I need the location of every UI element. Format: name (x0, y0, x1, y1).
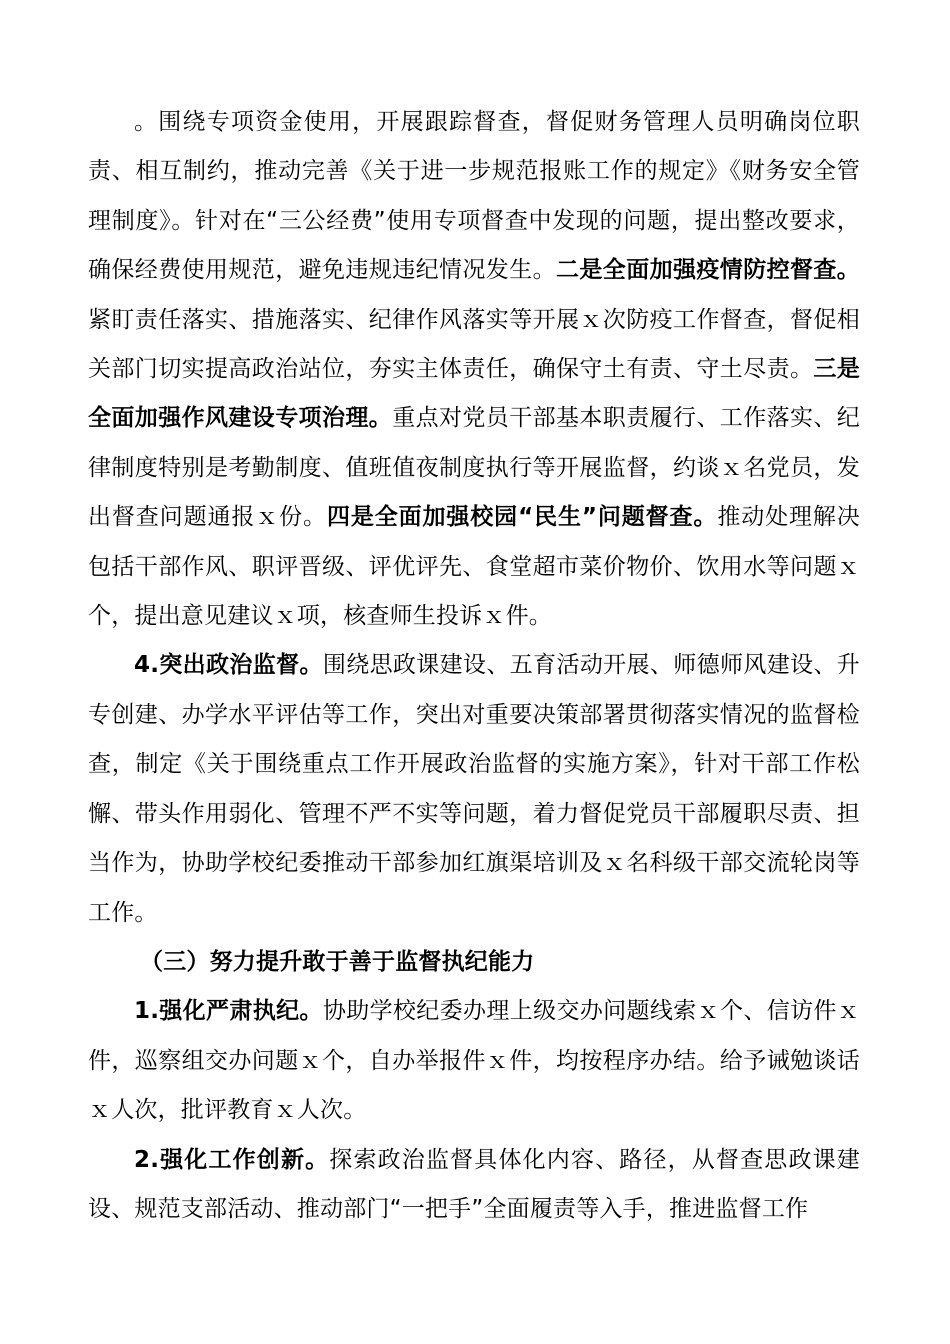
paragraph-supervision-checks (88, 98, 860, 641)
bold-lead-work-style: 三是全面加强作风建设专项治理。 (88, 356, 861, 432)
section-heading: （三）努力提升敢于善于监督执纪能力 (140, 948, 535, 975)
bold-lead-campus-livelihood: 四是全面加强校园“民生”问题督查。 (326, 504, 718, 531)
bold-lead-political-supervision: 4.突出政治监督。 (134, 652, 323, 679)
document-body (88, 98, 860, 1234)
paragraph-text: 探索政治监督具体化内容、路径，从督查思政课建设、规范支部活动、推动部门“一把手”全面履责等入手，推进监督工作 (88, 1146, 860, 1222)
paragraph-text: 围绕思政课建设、五育活动开展、师德师风建设、升专创建、办学水平评估等工作，突出对重要决策部署贯彻落实情况的监督检查，制定《关于围绕重点工作开展政治监督的实施方案》，针对干部工作松懈、带头作用弱化、管理不严不实等问题，着力督促党员干部履职尽责、担当作为，协助学校纪委推动干部参加红旗渠培训及ｘ名科级干部交流轮岗等工作。 (88, 652, 860, 926)
paragraph-text: 重点对党员干部基本职责履行、工作落实、纪律制度特别是考勤制度、值班值夜制度执行等开展监督，约谈ｘ名党员，发出督查问题通报ｘ份。 (88, 405, 860, 531)
paragraph-text: 推动处理解决包括干部作风、职评晋级、评优评先、食堂超市菜价物价、饮用水等问题ｘ个，提出意见建议ｘ项，核查师生投诉ｘ件。 (88, 504, 861, 630)
bold-lead-strict-discipline: 1.强化严肃执纪。 (134, 998, 323, 1025)
bold-lead-epidemic: 二是全面加强疫情防控督查。 (556, 257, 860, 284)
paragraph-text: 。围绕专项资金使用，开展跟踪督查，督促财务管理人员明确岗位职责、相互制约，推动完善《关于进一步规范报账工作的规定》《财务安全管理制度》。针对在“三公经费”使用专项督查中发现的问题，提出整改要求，确保经费使用规范，避免违规违纪情况发生。 (88, 109, 860, 284)
paragraph-political-supervision (88, 641, 860, 937)
paragraph-text: 紧盯责任落实、措施落实、纪律作风落实等开展ｘ次防疫工作督查，督促相关部门切实提高政治站位，夯实主体责任，确保守土有责、守土尽责。 (88, 306, 860, 383)
paragraph-text: 协助学校纪委办理上级交办问题线索ｘ个、信访件ｘ件，巡察组交办问题ｘ个，自办举报件ｘ件，均按程序办结。给予诫勉谈话ｘ人次，批评教育ｘ人次。 (88, 998, 860, 1124)
bold-lead-work-innovation: 2.强化工作创新。 (134, 1146, 330, 1173)
paragraph-strict-discipline (88, 987, 860, 1135)
paragraph-work-innovation (88, 1136, 860, 1235)
